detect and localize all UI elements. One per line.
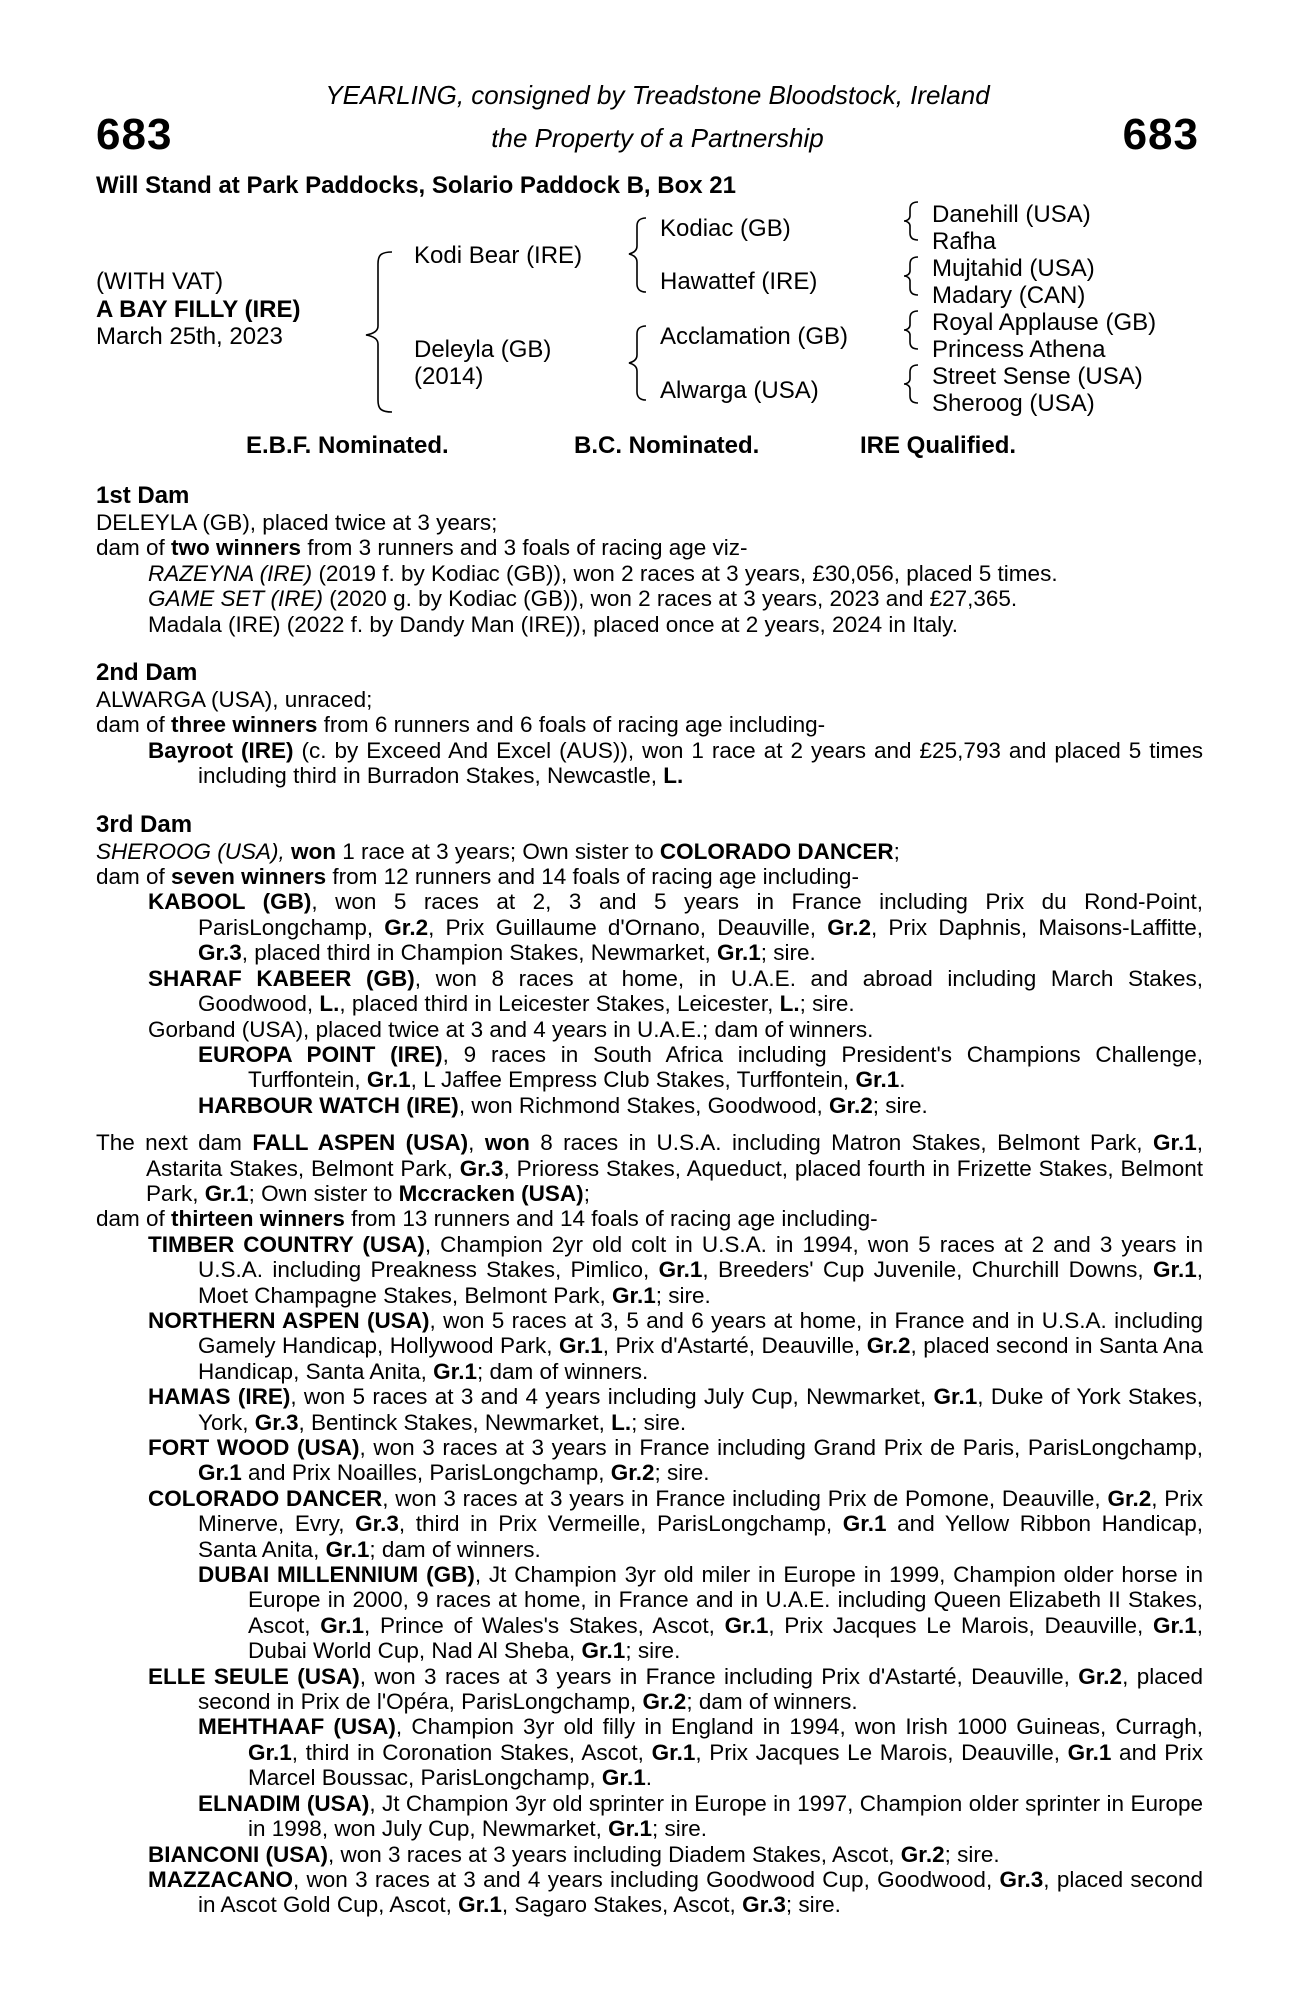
ped-sss: Danehill (USA) (932, 201, 1091, 228)
offspring-elle-seule: ELLE SEULE (USA), won 3 races at 3 years in France including Prix d'Astarté, Deauville, Gr.2, placed second in Prix de l'Opéra, ParisLongchamp, Gr.2; dam of winners. (148, 1663, 1203, 1715)
ped-ddd: Sheroog (USA) (932, 390, 1095, 417)
lot-number-left: 683 (96, 110, 173, 159)
ped-dds: Street Sense (USA) (932, 363, 1143, 390)
first-dam-produce: dam of two winners from 3 runners and 3 foals of racing age viz- (96, 535, 748, 561)
offspring-timber-country: TIMBER COUNTRY (USA), Champion 2yr old colt in U.S.A. in 1994, won 5 races at 2 and 3 years in U.S.A. including Preakness Stakes, Pimlico, Gr.1, Breeders' Cup Juvenile, Churchill Downs, Gr.1, Moet Champagne Stakes, Belmont Park, Gr.1; sire. (148, 1231, 1203, 1308)
consignment-line: YEARLING, consigned by Treadstone Bloodstock, Ireland (325, 80, 990, 110)
ped-sds: Mujtahid (USA) (932, 255, 1095, 282)
offspring-gorband: Gorband (USA), placed twice at 3 and 4 years in U.A.E.; dam of winners. (148, 1016, 874, 1042)
offspring-mazzacano: MAZZACANO, won 3 races at 3 and 4 years including Goodwood Cup, Goodwood, Gr.3, placed second in Ascot Gold Cup, Ascot, Gr.1, Sagaro Stakes, Ascot, Gr.3; sire. (148, 1866, 1203, 1918)
ped-dss: Royal Applause (GB) (932, 309, 1157, 336)
offspring-harbour-watch: HARBOUR WATCH (IRE), won Richmond Stakes, Goodwood, Gr.2; sire. (198, 1092, 928, 1118)
ped-ssd: Rafha (932, 228, 997, 255)
offspring-northern-aspen: NORTHERN ASPEN (USA), won 5 races at 3, 5 and 6 years at home, in France and in U.S.A. including Gamely Handicap, Hollywood Park, Gr.1, Prix d'Astarté, Deauville, Gr.2, placed second in Santa Ana Handicap, Santa Anita, Gr.1; dam of winners. (148, 1307, 1204, 1384)
offspring-hamas: HAMAS (IRE), won 5 races at 3 and 4 years including July Cup, Newmarket, Gr.1, Duke of York Stakes, York, Gr.3, Bentinck Stakes, Newmarket, L.; sire. (148, 1384, 1203, 1435)
pedigree-brackets (0, 0, 1315, 430)
offspring-bianconi: BIANCONI (USA), won 3 races at 3 years including Diadem Stakes, Ascot, Gr.2; sire. (148, 1841, 1000, 1867)
ire-qualification: IRE Qualified. (860, 432, 1017, 459)
offspring-dubai-millennium: DUBAI MILLENNIUM (GB), Jt Champion 3yr old miler in Europe in 1999, Champion older horse in Europe in 2000, 9 races at home, in France and in U.A.E. including Queen Elizabeth II Stakes, Ascot, Gr.1, Prince of Wales's Stakes, Ascot, Gr.1, Prix Jacques Le Marois, Deauville, Gr.1, Dubai World Cup, Nad Al Sheba, Gr.1; sire. (198, 1562, 1204, 1664)
ped-sdd: Madary (CAN) (932, 282, 1086, 309)
second-dam-line: ALWARGA (USA), unraced; (96, 687, 373, 713)
stand-location: Will Stand at Park Paddocks, Solario Paddock B, Box 21 (96, 172, 736, 199)
third-dam-heading: 3rd Dam (96, 810, 193, 838)
offspring-mehthaaf: MEHTHAAF (USA), Champion 3yr old filly in England in 1994, won Irish 1000 Guineas, Curragh, Gr.1, third in Coronation Stakes, Ascot, Gr.1, Prix Jacques Le Marois, Deauville, Gr.1 and Prix Marcel Boussac, ParisLongchamp, Gr.1. (198, 1714, 1204, 1791)
sire-sire: Kodiac (GB) (660, 215, 791, 242)
first-dam-heading: 1st Dam (96, 482, 190, 509)
offspring-sharaf-kabeer: SHARAF KABEER (GB), won 8 races at home, in U.A.E. and abroad including March Stakes, Goodwood, L., placed third in Leicester Stakes, Leicester, L.; sire. (148, 965, 1203, 1017)
foaling-date: March 25th, 2023 (96, 323, 283, 350)
offspring-kabool: KABOOL (GB), won 5 races at 2, 3 and 5 years in France including Prix du Rond-Point, ParisLongchamp, Gr.2, Prix Guillaume d'Ornano, Deauville, Gr.2, Prix Daphnis, Maisons-Laffitte, Gr.3, placed third in Champion Stakes, Newmarket, Gr.1; sire. (148, 889, 1203, 966)
third-dam-produce: dam of seven winners from 12 runners and 14 foals of racing age including- (96, 864, 859, 890)
second-dam-heading: 2nd Dam (96, 659, 198, 687)
ped-dsd: Princess Athena (932, 336, 1106, 363)
offspring-madala: Madala (IRE) (2022 f. by Dandy Man (IRE)), placed once at 2 years, 2024 in Italy. (148, 611, 958, 637)
third-dam-line: SHEROOG (USA), won 1 race at 3 years; Own sister to COLORADO DANCER; (96, 838, 900, 864)
sire: Kodi Bear (IRE) (414, 242, 583, 269)
dam: Deleyla (GB) (414, 336, 552, 363)
horse-name: A BAY FILLY (IRE) (96, 296, 301, 323)
dam-year: (2014) (414, 363, 484, 390)
vat-note: (WITH VAT) (96, 268, 224, 295)
next-dam-produce: dam of thirteen winners from 13 runners and 14 foals of racing age including- (96, 1206, 878, 1232)
offspring-fort-wood: FORT WOOD (USA), won 3 races at 3 years in France including Grand Prix de Paris, ParisLongchamp, Gr.1 and Prix Noailles, ParisLongchamp, Gr.2; sire. (148, 1435, 1203, 1486)
next-dam-line: The next dam FALL ASPEN (USA), won 8 races in U.S.A. including Matron Stakes, Belmont Park, Gr.1, Astarita Stakes, Belmont Park, Gr.3, Prioress Stakes, Aqueduct, placed fourth in Frizette Stakes, Belmont Park, Gr.1; Own sister to Mccracken (USA); (96, 1130, 1203, 1206)
catalogue-body (96, 482, 1203, 1918)
dam-sire: Acclamation (GB) (660, 323, 849, 350)
bc-nomination: B.C. Nominated. (574, 432, 760, 459)
offspring-elnadim: ELNADIM (USA), Jt Champion 3yr old sprinter in Europe in 1997, Champion older sprinter in Europe in 1998, won July Cup, Newmarket, Gr.1; sire. (198, 1790, 1203, 1842)
second-dam-produce: dam of three winners from 6 runners and 6 foals of racing age including- (96, 712, 826, 738)
first-dam-line: DELEYLA (GB), placed twice at 3 years; (96, 510, 498, 535)
sire-dam: Hawattef (IRE) (660, 268, 818, 295)
offspring-razeyna: RAZEYNA (IRE) (2019 f. by Kodiac (GB)), won 2 races at 3 years, £30,056, placed 5 times. (148, 560, 1058, 586)
dam-dam: Alwarga (USA) (660, 377, 819, 404)
lot-number-right: 683 (1122, 110, 1199, 159)
property-line: the Property of a Partnership (491, 123, 824, 153)
offspring-colorado-dancer: COLORADO DANCER, won 3 races at 3 years in France including Prix de Pomone, Deauville, Gr.2, Prix Minerve, Evry, Gr.3, third in Prix Vermeille, ParisLongchamp, Gr.1 and Yellow Ribbon Handicap, Santa Anita, Gr.1; dam of winners. (148, 1485, 1204, 1562)
offspring-bayroot: Bayroot (IRE) (c. by Exceed And Excel (AUS)), won 1 race at 2 years and £25,793 and placed 5 times including third in Burradon Stakes, Newcastle, L. (148, 737, 1203, 789)
offspring-europa-point: EUROPA POINT (IRE), 9 races in South Africa including President's Champions Challenge, Turffontein, Gr.1, L Jaffee Empress Club Stakes, Turffontein, Gr.1. (198, 1041, 1203, 1093)
ebf-nomination: E.B.F. Nominated. (246, 432, 449, 459)
offspring-game-set: GAME SET (IRE) (2020 g. by Kodiac (GB)), won 2 races at 3 years, 2023 and £27,365. (148, 586, 1018, 612)
